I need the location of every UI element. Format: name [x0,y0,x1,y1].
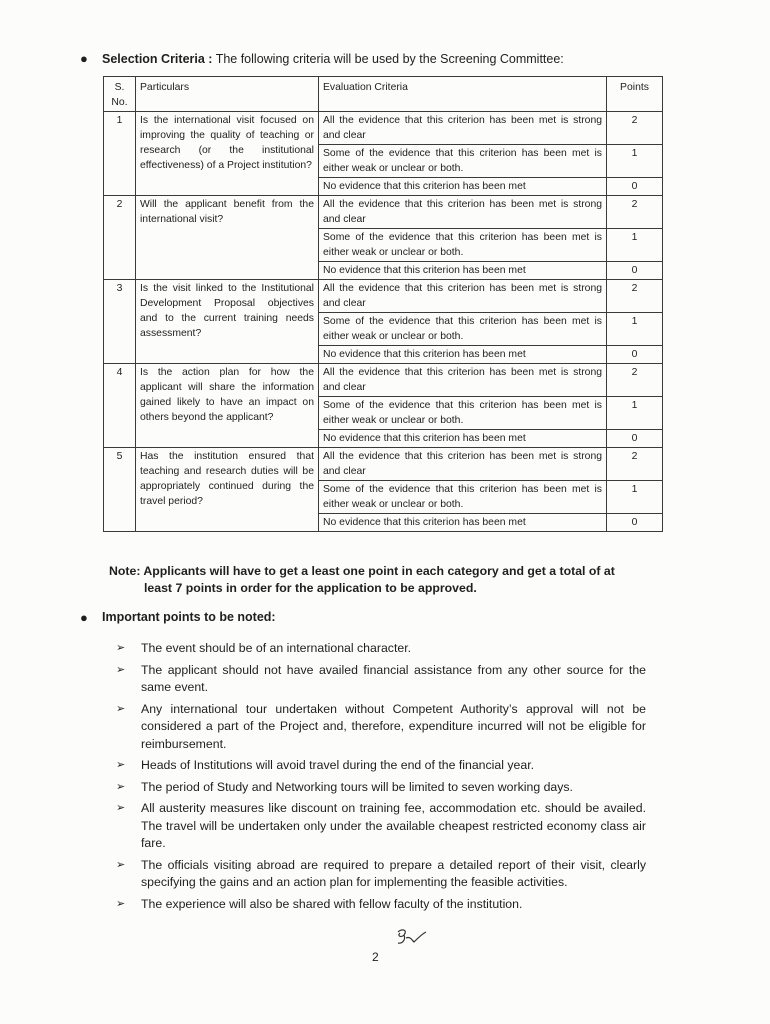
cell-sno: 2 [104,196,136,280]
arrow-bullet-icon: ➢ [116,858,126,871]
cell-evaluation: All the evidence that this criterion has been met is strong and clear [319,112,607,145]
important-points-heading [82,610,682,624]
table-row [104,364,663,397]
list-item [116,662,646,697]
table-row [104,448,663,481]
list-item-text: The experience will also be shared with fellow faculty of the institution. [141,896,523,911]
list-item-text: The officials visiting abroad are required to prepare a detailed report of their visit, clearly specifying the gains and an action plan for implementing the feasible activities. [141,857,646,889]
arrow-bullet-icon: ➢ [116,663,126,676]
cell-points: 2 [607,448,663,481]
list-item [116,779,646,797]
list-item [116,857,646,892]
cell-points: 2 [607,196,663,229]
cell-sno: 1 [104,112,136,196]
list-item [116,640,646,658]
arrow-bullet-icon: ➢ [116,802,126,814]
header-sno: S. No. [104,77,136,112]
cell-evaluation: No evidence that this criterion has been met [319,514,607,532]
cell-points: 0 [607,430,663,448]
heading-label: Selection Criteria : [102,52,213,66]
approval-note [109,563,654,597]
table-row [104,196,663,229]
cell-sno: 4 [104,364,136,448]
cell-particulars: Is the action plan for how the applicant will share the information gained likely to have an impact on others beyond the applicant? [136,364,319,448]
list-item [116,701,646,754]
cell-evaluation: Some of the evidence that this criterion has been met is either weak or unclear or both. [319,397,607,430]
criteria-table-body [104,112,663,532]
cell-points: 1 [607,397,663,430]
cell-evaluation: No evidence that this criterion has been met [319,346,607,364]
cell-evaluation: No evidence that this criterion has been met [319,430,607,448]
header-evaluation: Evaluation Criteria [319,77,607,112]
cell-points: 0 [607,178,663,196]
note-line-2: least 7 points in order for the application to be approved. [144,581,477,595]
list-item-text: The applicant should not have availed financial assistance from any other source for the same event. [141,662,646,694]
heading-text: The following criteria will be used by the Screening Committee: [212,52,564,66]
cell-points: 0 [607,346,663,364]
cell-points: 0 [607,514,663,532]
cell-points: 2 [607,112,663,145]
table-row [104,112,663,145]
bullet-icon: ● [80,610,88,625]
cell-points: 1 [607,313,663,346]
arrow-bullet-icon: ➢ [116,642,126,654]
list-item [116,896,646,914]
cell-points: 1 [607,145,663,178]
important-title: Important points to be noted: [102,610,276,624]
cell-evaluation: All the evidence that this criterion has been met is strong and clear [319,280,607,313]
cell-evaluation: Some of the evidence that this criterion has been met is either weak or unclear or both. [319,145,607,178]
cell-points: 0 [607,262,663,280]
cell-evaluation: Some of the evidence that this criterion has been met is either weak or unclear or both. [319,481,607,514]
cell-particulars: Is the international visit focused on improving the quality of teaching or research (or the institutional effectiveness) of a Project institution? [136,112,319,196]
list-item-text: All austerity measures like discount on training fee, accommodation etc. should be availed. The travel will be undertaken only under the available cheapest restricted economy class air fare. [141,801,646,850]
cell-points: 2 [607,280,663,313]
handwritten-initials [392,926,432,950]
cell-evaluation: No evidence that this criterion has been met [319,178,607,196]
criteria-table [103,76,663,532]
cell-evaluation: All the evidence that this criterion has been met is strong and clear [319,196,607,229]
important-points-list [116,640,646,917]
cell-evaluation: All the evidence that this criterion has been met is strong and clear [319,448,607,481]
cell-particulars: Is the visit linked to the Institutional Development Proposal objectives and to the current training needs assessment? [136,280,319,364]
cell-sno: 3 [104,280,136,364]
header-particulars: Particulars [136,77,319,112]
page-number: 2 [372,950,379,964]
arrow-bullet-icon: ➢ [116,897,126,910]
arrow-bullet-icon: ➢ [116,780,126,793]
list-item-text: The event should be of an international character. [141,641,412,655]
arrow-bullet-icon: ➢ [116,702,126,715]
cell-evaluation: All the evidence that this criterion has been met is strong and clear [319,364,607,397]
cell-evaluation: Some of the evidence that this criterion has been met is either weak or unclear or both. [319,229,607,262]
cell-particulars: Has the institution ensured that teaching and research duties will be appropriately continued during the travel period? [136,448,319,532]
cell-sno: 5 [104,448,136,532]
cell-points: 1 [607,229,663,262]
cell-particulars: Will the applicant benefit from the international visit? [136,196,319,280]
header-points: Points [607,77,663,112]
note-line-1: Note: Applicants will have to get a least one point in each category and get a total of at [109,564,615,578]
table-header-row [104,77,663,112]
cell-points: 1 [607,481,663,514]
cell-evaluation: No evidence that this criterion has been met [319,262,607,280]
cell-points: 2 [607,364,663,397]
selection-criteria-heading [82,50,742,68]
list-item-text: The period of Study and Networking tours will be limited to seven working days. [141,779,573,794]
list-item-text: Any international tour undertaken without Competent Authority’s approval will not be considered a part of the Project and, therefore, expenditure incurred will not be eligible for reimbursement. [141,701,646,751]
list-item-text: Heads of Institutions will avoid travel during the end of the financial year. [141,758,535,772]
list-item [116,757,646,775]
cell-evaluation: Some of the evidence that this criterion has been met is either weak or unclear or both. [319,313,607,346]
arrow-bullet-icon: ➢ [116,759,126,771]
bullet-icon: ● [80,51,88,66]
list-item [116,800,646,853]
table-row [104,280,663,313]
